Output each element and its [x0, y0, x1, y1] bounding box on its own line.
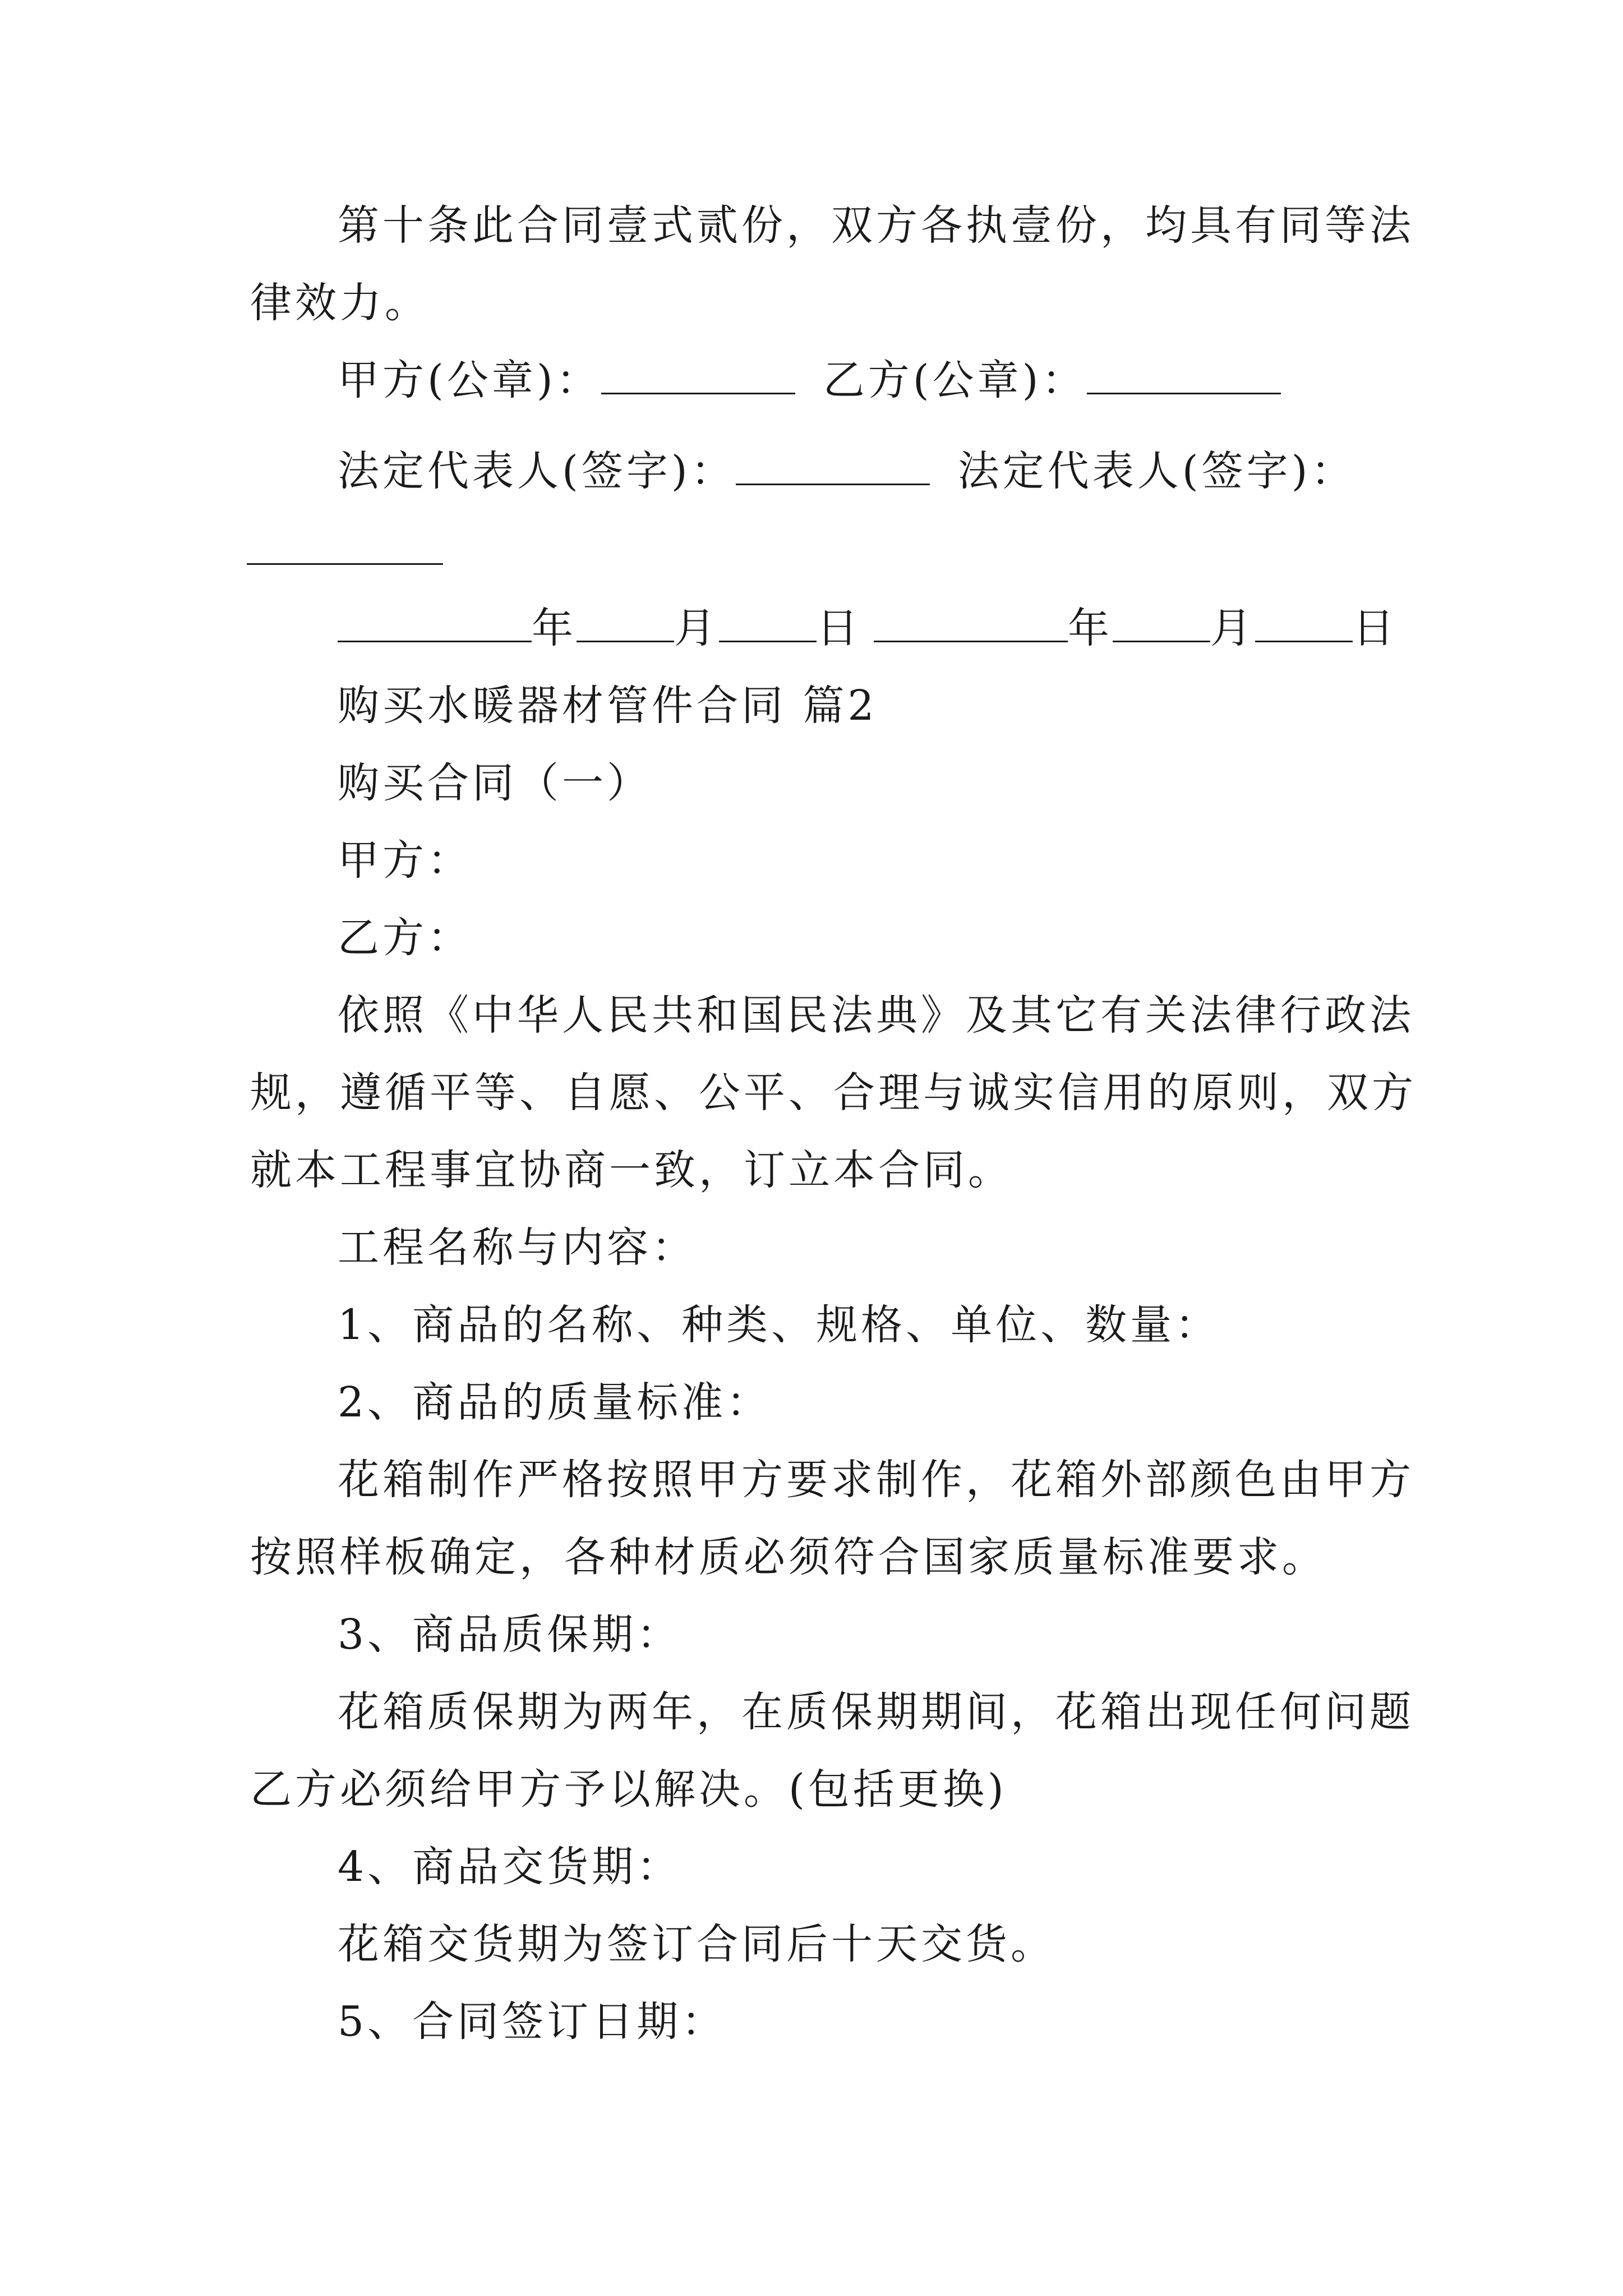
date-b-day-blank [1255, 606, 1353, 642]
party-a-seal-blank [601, 358, 795, 394]
party-b-rep-blank [247, 563, 443, 565]
contract-heading: 购买水暖器材管件合同 篇2 [338, 682, 878, 730]
seal-row [338, 352, 1281, 408]
preamble-line-1: 依照《中华人民共和国民法典》及其它有关法律行政法 [338, 991, 1414, 1039]
date-b-month-blank [1113, 606, 1210, 642]
date-b-month-label: 月 [1210, 604, 1255, 652]
date-a-year-label: 年 [532, 604, 577, 652]
party-b-seal-blank [1087, 358, 1281, 394]
item-1-line: 1、商品的名称、种类、规格、单位、数量： [338, 1301, 1220, 1349]
delivery-line: 花箱交货期为签订合同后十天交货。 [338, 1920, 1055, 1968]
date-a-month-blank [577, 606, 674, 642]
item-4-line: 4、商品交货期： [338, 1843, 682, 1891]
date-a-day-blank [719, 606, 817, 642]
party-a-line: 甲方： [338, 836, 472, 885]
date-b-year-label: 年 [1068, 604, 1113, 652]
warranty-line-2: 乙方必须给甲方予以解决。(包括更换) [250, 1765, 1007, 1814]
party-b-line: 乙方： [338, 914, 472, 962]
preamble-line-2: 规，遵循平等、自愿、公平、合理与诚实信用的原则，双方 [250, 1069, 1417, 1117]
date-a-year-blank [338, 606, 532, 642]
date-row [338, 600, 1398, 656]
date-a-day-label: 日 [817, 604, 861, 652]
contract-subheading: 购买合同（一） [338, 759, 652, 807]
item-3-line: 3、商品质保期： [338, 1611, 682, 1659]
party-a-rep-label: 法定代表人(签字)： [338, 447, 736, 495]
party-a-seal-label: 甲方(公章)： [338, 356, 601, 404]
quality-line-1: 花箱制作严格按照甲方要求制作，花箱外部颜色由甲方 [338, 1456, 1414, 1504]
date-b-day-label: 日 [1353, 604, 1398, 652]
item-2-line: 2、商品的质量标准： [338, 1378, 772, 1427]
party-a-rep-blank [736, 449, 930, 485]
project-name-line: 工程名称与内容： [338, 1223, 697, 1272]
party-b-seal-label: 乙方(公章)： [823, 356, 1087, 404]
clause-ten-line-2: 律效力。 [250, 279, 430, 327]
quality-line-2: 按照样板确定，各种材质必须符合国家质量标准要求。 [250, 1533, 1327, 1581]
date-b-year-blank [874, 606, 1068, 642]
clause-ten-line-1: 第十条此合同壹式贰份，双方各执壹份，均具有同等法 [338, 201, 1414, 250]
preamble-line-3: 就本工程事宜协商一致，订立本合同。 [250, 1146, 1013, 1194]
date-a-month-label: 月 [674, 604, 719, 652]
item-5-line: 5、合同签订日期： [338, 1998, 727, 2046]
representative-row [338, 443, 1356, 499]
party-b-rep-label: 法定代表人(签字)： [957, 447, 1356, 495]
warranty-line-1: 花箱质保期为两年，在质保期期间，花箱出现任何问题 [338, 1688, 1414, 1736]
